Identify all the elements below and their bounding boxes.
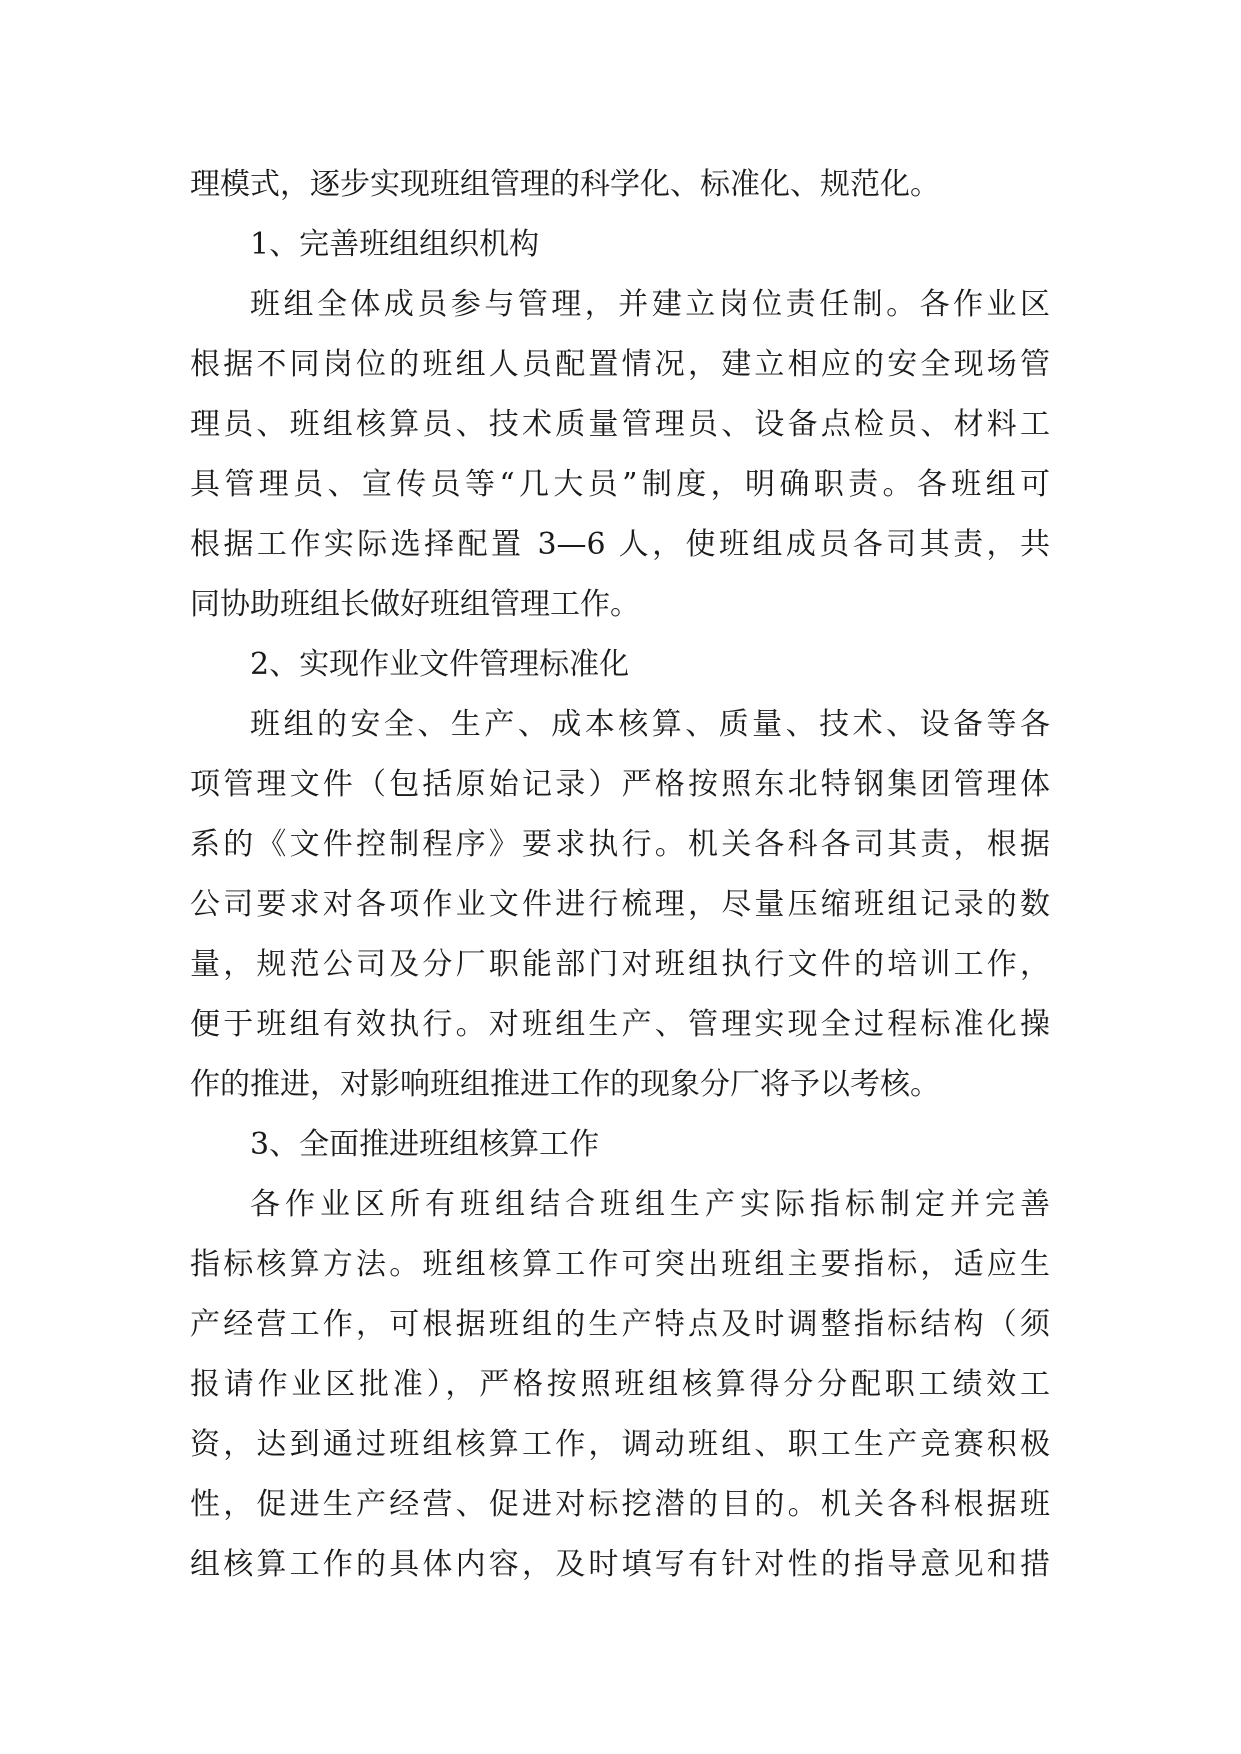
text-line: 资，达到通过班组核算工作，调动班组、职工生产竞赛积极 — [190, 1427, 1050, 1462]
text-line: 项管理文件（包括原始记录）严格按照东北特钢集团管理体 — [190, 767, 1050, 802]
text-line: 公司要求对各项作业文件进行梳理，尽量压缩班组记录的数 — [190, 887, 1050, 922]
text-line: 根据不同岗位的班组人员配置情况，建立相应的安全现场管 — [190, 347, 1050, 382]
text-line: 同协助班组长做好班组管理工作。 — [190, 587, 640, 622]
text-line: 性，促进生产经营、促进对标挖潜的目的。机关各科根据班 — [190, 1487, 1050, 1522]
text-line: 产经营工作，可根据班组的生产特点及时调整指标结构（须 — [190, 1307, 1050, 1342]
text-line: 理模式，逐步实现班组管理的科学化、标准化、规范化。 — [190, 167, 940, 202]
text-line: 具管理员、宣传员等“几大员”制度，明确职责。各班组可 — [190, 467, 1050, 502]
text-line: 报请作业区批准），严格按照班组核算得分分配职工绩效工 — [190, 1367, 1050, 1402]
text-line: 班组的安全、生产、成本核算、质量、技术、设备等各 — [250, 707, 1050, 742]
text-line: 作的推进，对影响班组推进工作的现象分厂将予以考核。 — [190, 1067, 940, 1102]
text-line: 组核算工作的具体内容，及时填写有针对性的指导意见和措 — [190, 1547, 1050, 1582]
text-line: 指标核算方法。班组核算工作可突出班组主要指标，适应生 — [190, 1247, 1050, 1282]
text-line: 系的《文件控制程序》要求执行。机关各科各司其责，根据 — [190, 827, 1050, 862]
text-line: 便于班组有效执行。对班组生产、管理实现全过程标准化操 — [190, 1007, 1050, 1042]
text-line: 2、实现作业文件管理标准化 — [250, 647, 630, 682]
text-line: 班组全体成员参与管理，并建立岗位责任制。各作业区 — [250, 287, 1050, 322]
text-line: 根据工作实际选择配置 3—6 人，使班组成员各司其责，共 — [190, 527, 1050, 562]
text-line: 各作业区所有班组结合班组生产实际指标制定并完善 — [250, 1187, 1050, 1222]
document-body — [190, 155, 1050, 1595]
text-line: 3、全面推进班组核算工作 — [250, 1127, 600, 1162]
text-line: 1、完善班组组织机构 — [250, 227, 540, 262]
text-line: 量，规范公司及分厂职能部门对班组执行文件的培训工作， — [190, 947, 1050, 982]
text-line: 理员、班组核算员、技术质量管理员、设备点检员、材料工 — [190, 407, 1050, 442]
